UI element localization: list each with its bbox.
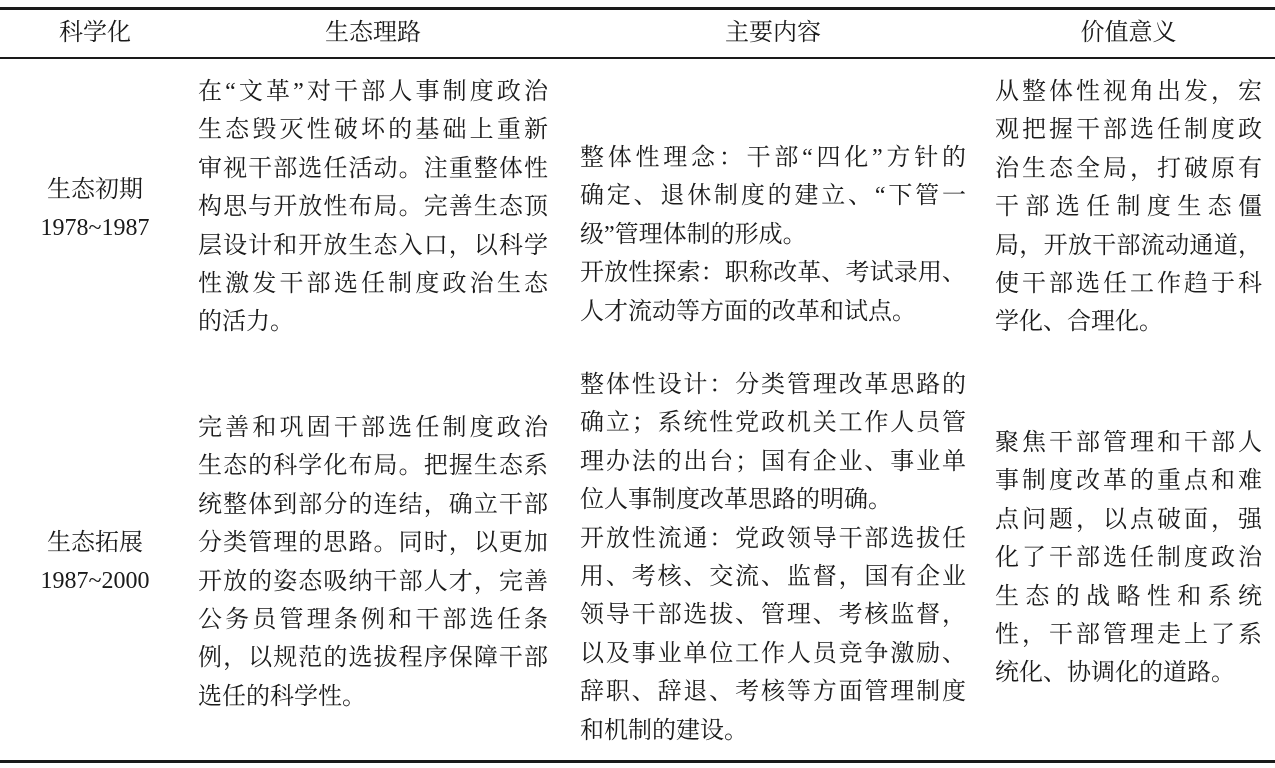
logic-cell <box>198 409 548 716</box>
text-line: 整体性设计：分类管理改革思路的 <box>580 372 966 398</box>
text-line: 级”管理体制的形成。 <box>580 221 807 248</box>
stage-years: 1987~2000 <box>40 568 150 595</box>
text-line: 构思与开放性布局。完善生态顶 <box>198 194 548 221</box>
table-header-rule <box>0 57 1275 59</box>
text-line: 开放的姿态吸纳干部人才，完善 <box>198 568 548 595</box>
text-line: 从整体性视角出发，宏 <box>995 79 1262 105</box>
text-line: 公务员管理条例和干部选任条 <box>198 606 548 633</box>
stage-name: 生态初期 <box>47 177 143 203</box>
text-line: 层设计和开放生态入口，以科学 <box>198 232 548 259</box>
cell-paragraph <box>198 409 548 716</box>
text-line: 完善和巩固干部选任制度政治 <box>198 415 548 441</box>
stage-name: 生态拓展 <box>47 530 143 556</box>
text-line: 领导干部选拔、管理、考核监督， <box>580 602 966 629</box>
cell-paragraph <box>580 366 966 520</box>
content-cell <box>580 139 966 331</box>
text-line: 理办法的出台；国有企业、事业单 <box>580 448 966 475</box>
text-line: 聚焦干部管理和干部人 <box>995 430 1262 456</box>
text-line: 分类管理的思路。同时，以更加 <box>198 530 548 557</box>
table-top-rule <box>0 7 1275 10</box>
cell-paragraph <box>580 139 966 254</box>
text-line: 化了干部选任制度政治 <box>995 545 1262 572</box>
text-line: 选任的科学性。 <box>198 683 366 710</box>
content-cell <box>580 366 966 750</box>
cell-paragraph <box>995 424 1262 693</box>
text-line: 性，干部管理走上了系 <box>995 621 1262 648</box>
text-line: 位人事制度改革思路的明确。 <box>580 487 892 514</box>
text-line: 使干部选任工作趋于科 <box>995 270 1262 297</box>
stage-cell <box>0 524 190 601</box>
text-line: 观把握干部选任制度政 <box>995 117 1262 144</box>
column-header-main-content: 主要内容 <box>725 20 821 46</box>
column-header-scientization: 科学化 <box>59 20 131 46</box>
text-line: 审视干部选任活动。注重整体性 <box>198 155 548 182</box>
text-line: 在“文革”对干部人事制度政治 <box>198 79 548 105</box>
text-line: 事制度改革的重点和难 <box>995 468 1262 495</box>
text-line: 统整体到部分的连结，确立干部 <box>198 491 548 518</box>
text-line: 学化、合理化。 <box>995 309 1163 336</box>
text-line: 开放性探索：职称改革、考试录用、 <box>580 260 966 287</box>
stage-cell <box>0 171 190 248</box>
text-line: 治生态全局，打破原有 <box>995 155 1262 182</box>
text-line: 生态的战略性和系统 <box>995 583 1262 610</box>
column-header-value-significance: 价值意义 <box>1080 20 1177 46</box>
cell-paragraph <box>995 73 1262 342</box>
text-line: 和机制的建设。 <box>580 717 748 744</box>
significance-cell <box>995 424 1262 693</box>
cell-paragraph <box>198 73 548 342</box>
logic-cell <box>198 73 548 342</box>
text-line: 辞职、辞退、考核等方面管理制度 <box>580 679 966 706</box>
cell-paragraph <box>580 520 966 750</box>
text-line: 性激发干部选任制度政治生态 <box>198 270 548 297</box>
stage-years: 1978~1987 <box>40 215 150 242</box>
text-line: 整体性理念：干部“四化”方针的 <box>580 145 966 171</box>
text-line: 用、考核、交流、监督，国有企业 <box>580 563 966 590</box>
text-line: 确定、退休制度的建立、“下管一 <box>580 183 966 210</box>
cell-paragraph <box>580 254 966 331</box>
text-line: 统化、协调化的道路。 <box>995 660 1235 687</box>
text-line: 开放性流通：党政领导干部选拔任 <box>580 525 966 552</box>
text-line: 以及事业单位工作人员竞争激励、 <box>580 640 966 667</box>
text-line: 例，以规范的选拔程序保障干部 <box>198 645 548 672</box>
significance-cell <box>995 73 1262 342</box>
text-line: 人才流动等方面的改革和试点。 <box>580 298 916 325</box>
text-line: 生态的科学化布局。把握生态系 <box>198 453 548 480</box>
text-line: 点问题，以点破面，强 <box>995 506 1262 533</box>
table-bottom-rule <box>0 760 1275 763</box>
text-line: 生态毁灭性破坏的基础上重新 <box>198 117 548 144</box>
column-header-ecological-logic: 生态理路 <box>325 20 421 46</box>
text-line: 干部选任制度生态僵 <box>995 194 1262 221</box>
text-line: 的活力。 <box>198 309 294 336</box>
text-line: 确立；系统性党政机关工作人员管 <box>580 410 966 437</box>
text-line: 局，开放干部流动通道， <box>995 232 1262 259</box>
